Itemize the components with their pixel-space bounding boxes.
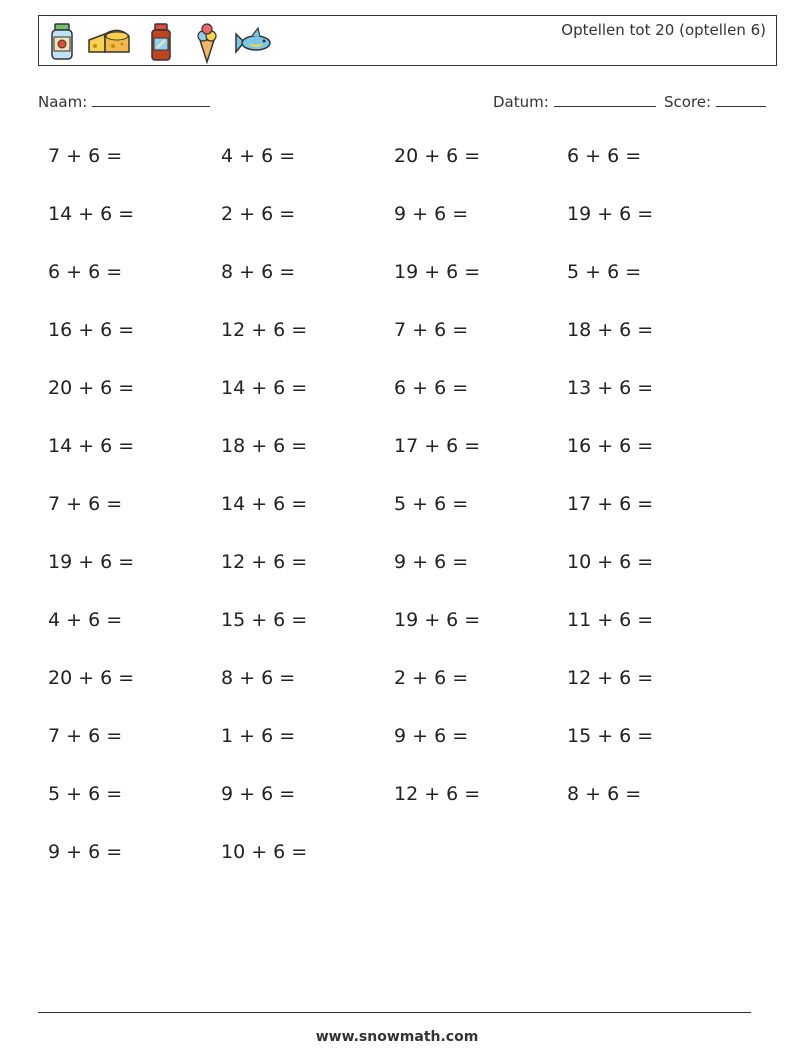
problem: 17 + 6 = [394, 435, 481, 457]
fish-icon [232, 22, 274, 62]
problem: 14 + 6 = [221, 377, 308, 399]
problem: 9 + 6 = [221, 783, 296, 805]
jar-icon [49, 22, 75, 62]
name-line[interactable] [92, 92, 210, 107]
footer-divider [38, 1012, 751, 1013]
problem: 19 + 6 = [48, 551, 135, 573]
problem: 9 + 6 = [394, 725, 469, 747]
problem: 16 + 6 = [567, 435, 654, 457]
problem: 5 + 6 = [48, 783, 123, 805]
problem: 6 + 6 = [48, 261, 123, 283]
problem: 19 + 6 = [394, 609, 481, 631]
cheese-icon [87, 22, 131, 62]
problem: 14 + 6 = [221, 493, 308, 515]
problem: 5 + 6 = [394, 493, 469, 515]
problem: 2 + 6 = [394, 667, 469, 689]
problem: 20 + 6 = [48, 377, 135, 399]
problem: 2 + 6 = [221, 203, 296, 225]
problem: 1 + 6 = [221, 725, 296, 747]
problem: 16 + 6 = [48, 319, 135, 341]
problem: 17 + 6 = [567, 493, 654, 515]
problem: 8 + 6 = [567, 783, 642, 805]
problem: 7 + 6 = [48, 145, 123, 167]
problem: 9 + 6 = [394, 203, 469, 225]
problem: 7 + 6 = [48, 493, 123, 515]
worksheet-header [38, 15, 777, 66]
problem: 6 + 6 = [394, 377, 469, 399]
problem: 11 + 6 = [567, 609, 654, 631]
problem: 12 + 6 = [394, 783, 481, 805]
problem: 13 + 6 = [567, 377, 654, 399]
score-field [664, 92, 766, 111]
footer-url: www.snowmath.com [315, 1029, 479, 1045]
problem: 19 + 6 = [567, 203, 654, 225]
problem: 9 + 6 = [48, 841, 123, 863]
problem: 4 + 6 = [48, 609, 123, 631]
problem: 10 + 6 = [221, 841, 308, 863]
problem: 14 + 6 = [48, 203, 135, 225]
worksheet-title: Optellen tot 20 (optellen 6) [561, 21, 766, 39]
problem: 19 + 6 = [394, 261, 481, 283]
problem: 14 + 6 = [48, 435, 135, 457]
problem: 20 + 6 = [48, 667, 135, 689]
problem: 6 + 6 = [567, 145, 642, 167]
problem: 10 + 6 = [567, 551, 654, 573]
date-line[interactable] [554, 92, 656, 107]
problem: 15 + 6 = [567, 725, 654, 747]
problem: 5 + 6 = [567, 261, 642, 283]
problem: 12 + 6 = [221, 551, 308, 573]
ice-cream-icon [194, 22, 220, 64]
problem: 8 + 6 = [221, 667, 296, 689]
score-label: Score: [664, 93, 712, 111]
problem: 20 + 6 = [394, 145, 481, 167]
problem: 8 + 6 = [221, 261, 296, 283]
date-label: Datum: [493, 93, 549, 111]
problem: 9 + 6 = [394, 551, 469, 573]
score-line[interactable] [716, 92, 766, 107]
name-field [38, 92, 210, 111]
problem: 12 + 6 = [221, 319, 308, 341]
problem: 7 + 6 = [48, 725, 123, 747]
problem: 15 + 6 = [221, 609, 308, 631]
problem: 7 + 6 = [394, 319, 469, 341]
bottle-icon [149, 22, 173, 62]
problem: 12 + 6 = [567, 667, 654, 689]
date-field [493, 92, 656, 111]
problem: 18 + 6 = [567, 319, 654, 341]
problem: 4 + 6 = [221, 145, 296, 167]
problem: 18 + 6 = [221, 435, 308, 457]
name-label: Naam: [38, 93, 88, 111]
